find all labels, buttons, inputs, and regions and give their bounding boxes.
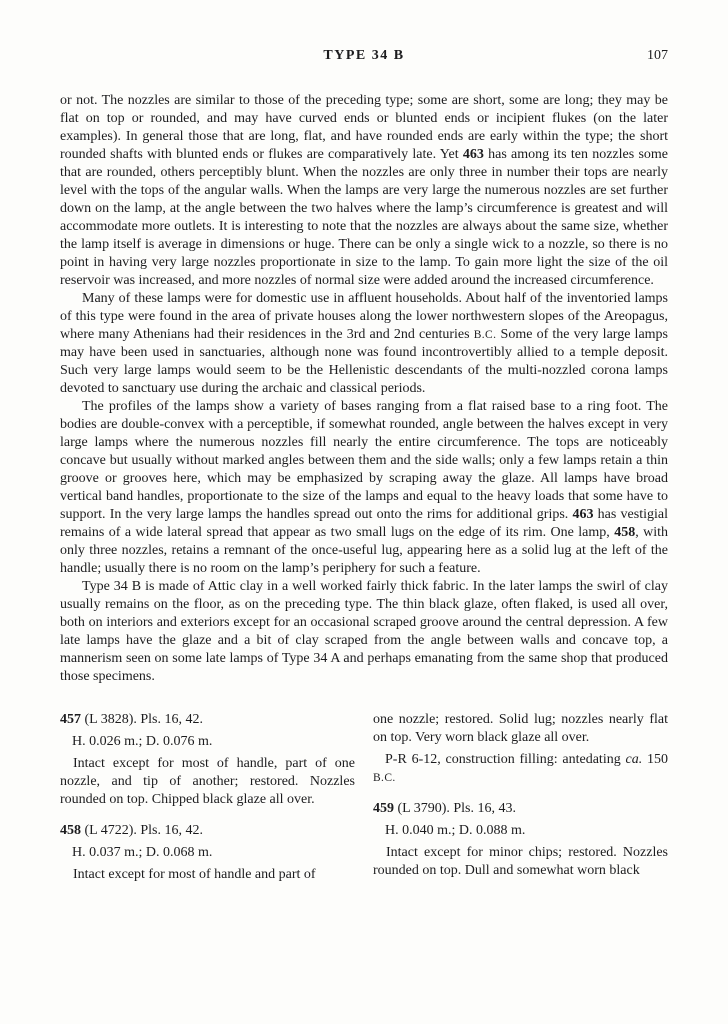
catalog-entry-heading — [373, 800, 668, 818]
paragraph — [60, 398, 668, 578]
text-run: Many of these lamps were for domestic use in affluent households. About half of the inventoried lamps of this type were found in the area of private houses along the lower northwestern slopes of the Areopagus, where many Athenians had their residences in the 3rd and 2nd centuries — [60, 291, 668, 342]
text-run: H. 0.037 m.; D. 0.068 m. — [72, 845, 213, 860]
catalog-dimensions — [373, 822, 668, 840]
catalog-number-ref: 458 — [614, 525, 636, 540]
catalog-entry-heading — [60, 711, 355, 729]
page-number: 107 — [647, 48, 668, 63]
catalog-dimensions — [60, 733, 355, 751]
text-run: Intact except for most of handle and part of — [73, 867, 316, 882]
text-run: Some of the very large lamps may have been used in sanctuaries, although none was found incontrovertibly allied to a temple deposit. Such very large lamps would seem to be the Hellenistic descendants of the multi-nozzled corona lamps devoted to sanctuary use during the archaic and classical periods. — [60, 327, 669, 396]
text-run: one nozzle; restored. Solid lug; nozzles nearly flat on top. Very worn black glaze all over. — [373, 712, 668, 745]
paragraph — [60, 290, 668, 398]
running-head: TYPE 34 B — [323, 48, 405, 63]
paragraph — [60, 92, 668, 290]
catalog-section — [60, 711, 668, 884]
catalog-provenance — [373, 751, 668, 787]
text-run: B.C. — [373, 772, 396, 784]
catalog-number-ref: 458 — [60, 823, 81, 838]
text-run: has among its ten nozzles some that are rounded, others perceptibly blunt. When the nozzles are only three in number their tops are nearly level with the tops of the angular walls. When the lamps are very large the numerous nozzles are set further down on the lamp, at the angle between the two halves where the lamp’s circumference is greatest and will accommodate more outlets. It is interesting to note that the nozzles are always about the same size, whether the lamp itself is average in dimensions or huge. There can be only a single wick to a nozzle, so there is no point in having very large nozzles proportionate in size to the lamp. To gain more light the size of the oil reservoir was increased, and more nozzles of normal size were added around the increased circumference. — [60, 147, 668, 288]
catalog-number-ref: 463 — [572, 507, 594, 522]
catalog-number-ref: 457 — [60, 712, 81, 727]
catalog-number-ref: 459 — [373, 801, 394, 816]
text-run: (L 3828). Pls. 16, 42. — [81, 712, 203, 727]
text-run: P-R 6-12, construction filling: antedating — [385, 752, 626, 767]
text-run: (L 3790). Pls. 16, 43. — [394, 801, 516, 816]
text-run: Type 34 B is made of Attic clay in a well worked fairly thick fabric. In the later lamps the swirl of clay usually remains on the floor, as on the preceding type. The thin black glaze, often flaked, is used all over, both on interiors and exteriors except for an occasional scraped groove around the central depression. A few late lamps have the glaze and a bit of clay scraped from the angle between walls and concave top, a mannerism seen on some late lamps of Type 34 A and perhaps emanating from the same shop that produced those specimens. — [60, 579, 668, 684]
text-run: , with only three nozzles, retains a remnant of the once-useful lug, appearing here as a solid lug at the left of the handle; usually there is no room on the lamp’s periphery for such a feature. — [60, 525, 668, 576]
catalog-description — [373, 844, 668, 880]
catalog-dimensions — [60, 844, 355, 862]
text-run: H. 0.040 m.; D. 0.088 m. — [385, 823, 526, 838]
catalog-description — [60, 866, 355, 884]
text-run: 150 — [642, 752, 669, 767]
main-text — [60, 92, 668, 686]
catalog-description — [60, 755, 355, 809]
catalog-entry-heading — [60, 822, 355, 840]
text-run: (L 4722). Pls. 16, 42. — [81, 823, 203, 838]
text-run: B.C. — [473, 329, 497, 341]
text-run: or not. The nozzles are similar to those of the preceding type; some are short, some are long; they may be flat on top or rounded, and may have curved ends or blunted ends or incipient flukes (on the later examples). In general those that are long, flat, and have rounded ends are early within the type; the short rounded shafts with blunted ends or flukes are comparatively late. Yet — [60, 93, 668, 162]
paragraph — [60, 578, 668, 686]
catalog-column-right — [373, 711, 668, 884]
text-run: ca. — [625, 752, 643, 767]
catalog-number-ref: 463 — [462, 147, 484, 162]
catalog-column-left — [60, 711, 355, 884]
text-run: Intact except for minor chips; restored. Nozzles rounded on top. Dull and somewhat worn black — [373, 845, 668, 878]
text-run: H. 0.026 m.; D. 0.076 m. — [72, 734, 213, 749]
text-run: Intact except for most of handle, part of one nozzle, and tip of another; restored. Nozzles rounded on top. Chipped black glaze all over. — [60, 756, 355, 807]
text-run: has vestigial remains of a wide lateral spread that appear as two small lugs on the edge of its rim. One lamp, — [60, 507, 668, 540]
page-header — [60, 47, 668, 65]
catalog-continuation — [373, 711, 668, 747]
text-run: The profiles of the lamps show a variety of bases ranging from a flat raised base to a ring foot. The bodies are double-convex with a perceptible, if somewhat rounded, angle between the halves except in very large lamps where the numerous nozzles fill nearly the entire circumference. The tops are noticeably concave but usually without marked angles between them and the side walls; only a few lamps retain a thin groove or grooves here, which may be emphasized by scraping away the glaze. All lamps have broad vertical band handles, proportionate to the size of the lamps and equal to the heavy loads that some have to support. In the very large lamps the handles spread out onto the rims for additional grips. — [60, 399, 668, 522]
